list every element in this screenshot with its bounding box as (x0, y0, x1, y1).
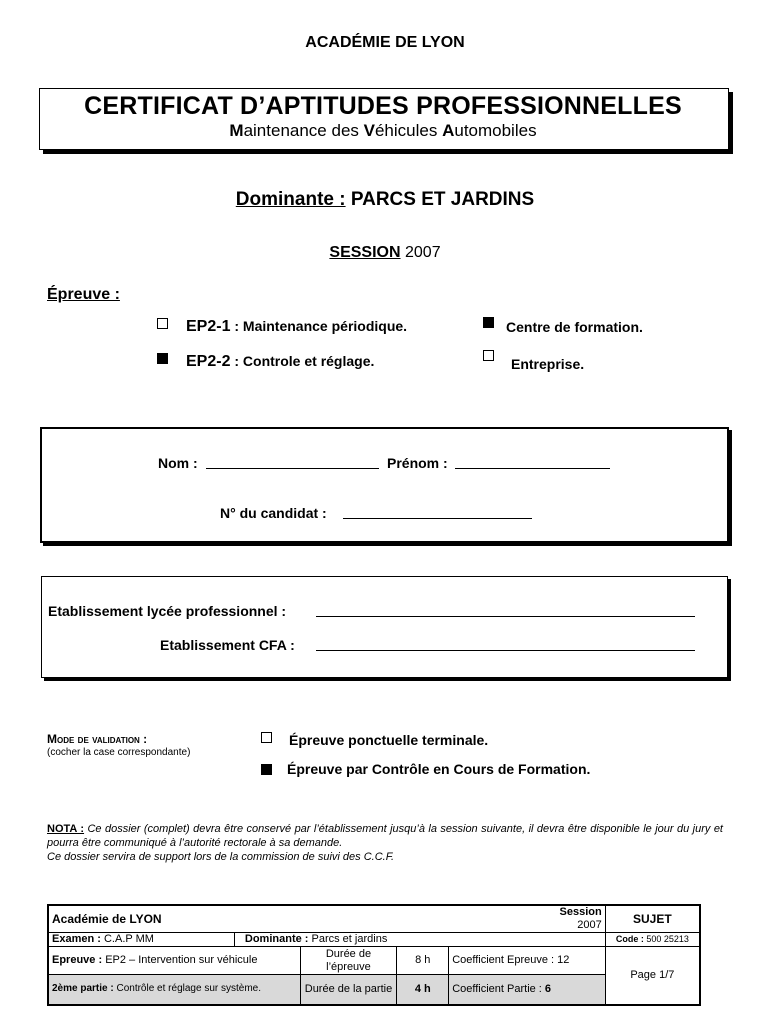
footer-session (552, 905, 605, 933)
certificate-subtitle (42, 121, 724, 141)
academy-header: ACADÉMIE DE LYON (305, 34, 465, 51)
footer-academie: Académie de LYON (48, 905, 552, 933)
ep2-2-text: : Controle et réglage. (230, 353, 375, 369)
nom-field[interactable] (206, 468, 379, 469)
session-label: SESSION (329, 244, 401, 261)
dominante (0, 189, 770, 211)
ep2-1-code: EP2-1 (186, 318, 231, 335)
epreuve-label: Épreuve : (47, 286, 120, 303)
ep2-1-option (186, 318, 407, 336)
subtitle-cap-3: A (442, 121, 455, 140)
nom-label: Nom : (158, 455, 198, 471)
footer-partie (48, 975, 300, 1005)
centre-formation-checkbox[interactable] (483, 317, 494, 328)
footer-duree-epreuve-label: Durée de l’épreuve (300, 947, 397, 975)
subtitle-part-2: éhicules (374, 121, 443, 140)
footer-coef-partie-label: Coefficient Partie : (452, 982, 542, 995)
mode-validation-hint: (cocher la case correspondante) (47, 747, 191, 758)
entreprise-label: Entreprise. (511, 356, 585, 372)
ep2-1-checkbox[interactable] (157, 318, 168, 329)
nota-text-2: Ce dossier servira de support lors de la commission de suivi des C.C.F. (47, 851, 395, 863)
prenom-field[interactable] (455, 468, 610, 469)
lycee-field[interactable] (316, 616, 695, 617)
footer-examen (48, 933, 234, 947)
footer-coef-epreuve: Coefficient Epreuve : 12 (449, 947, 606, 975)
cfa-field[interactable] (316, 650, 695, 651)
ccf-checkbox[interactable] (261, 764, 272, 775)
subtitle-part-3: utomobiles (454, 121, 537, 140)
subtitle-cap-1: M (229, 121, 244, 140)
subtitle-part-1: aintenance des (243, 121, 364, 140)
footer-coef-partie-value: 6 (541, 982, 552, 995)
footer-session-label: Session (559, 906, 602, 918)
footer-dominante (234, 933, 605, 947)
footer-dominante-value: Parcs et jardins (308, 933, 388, 945)
footer-code-value: 500 25213 (643, 934, 689, 944)
entreprise-checkbox[interactable] (483, 350, 494, 361)
session (0, 244, 770, 262)
certificate-title: CERTIFICAT D’APTITUDES PROFESSIONNELLES (84, 92, 682, 120)
footer-epreuve-value: EP2 – Intervention sur véhicule (102, 954, 258, 966)
prenom-label: Prénom : (387, 455, 448, 471)
footer-examen-label: Examen : (52, 933, 101, 945)
numero-candidat-label: N° du candidat : (220, 505, 327, 521)
session-year: 2007 (400, 244, 441, 261)
subtitle-cap-2: V (363, 121, 375, 140)
nota (47, 822, 723, 864)
footer-page: Page 1/7 (605, 947, 700, 1005)
footer-sujet: SUJET (605, 905, 700, 933)
nota-label: NOTA : (47, 823, 85, 835)
mode-validation-label: Mode de validation : (47, 732, 148, 746)
footer-duree-epreuve: 8 h (397, 947, 449, 975)
footer-examen-value: C.A.P MM (100, 933, 154, 945)
ccf-label: Épreuve par Contrôle en Cours de Formation. (287, 761, 591, 777)
candidate-box (40, 427, 729, 543)
dominante-label: Dominante : (235, 189, 346, 210)
dominante-value: PARCS ET JARDINS (345, 189, 535, 210)
cfa-label: Etablissement CFA : (160, 637, 295, 653)
nota-text: Ce dossier (complet) devra être conservé par l’établissement jusqu’à la session suivante, il devra être disponible le jour du jury et pourra être communiqué à l’autorité rectorale à sa demande. (47, 823, 723, 849)
footer-partie-label: 2ème partie : (52, 983, 114, 995)
footer-table (47, 904, 701, 1006)
ponctuelle-checkbox[interactable] (261, 732, 272, 743)
footer-epreuve (48, 947, 300, 975)
footer-coef-partie (449, 975, 606, 1005)
numero-candidat-field[interactable] (343, 518, 532, 519)
footer-partie-value: Contrôle et réglage sur système. (113, 983, 261, 995)
footer-epreuve-label: Epreuve : (52, 954, 103, 966)
ep2-2-checkbox[interactable] (157, 353, 168, 364)
footer-session-year: 2007 (577, 919, 602, 931)
ep2-2-option (186, 353, 374, 371)
etablissement-box (41, 576, 728, 678)
footer-duree-partie: 4 h (397, 975, 449, 1005)
footer-dominante-label: Dominante : (244, 933, 309, 945)
footer-duree-partie-label: Durée de la partie (300, 975, 397, 1005)
centre-formation-label: Centre de formation. (506, 319, 643, 335)
lycee-label: Etablissement lycée professionnel : (48, 603, 287, 619)
footer-code (605, 933, 700, 947)
ep2-2-code: EP2-2 (186, 353, 231, 370)
ponctuelle-label: Épreuve ponctuelle terminale. (289, 732, 489, 748)
footer-code-label: Code : (615, 934, 644, 944)
ep2-1-text: : Maintenance périodique. (230, 318, 408, 334)
